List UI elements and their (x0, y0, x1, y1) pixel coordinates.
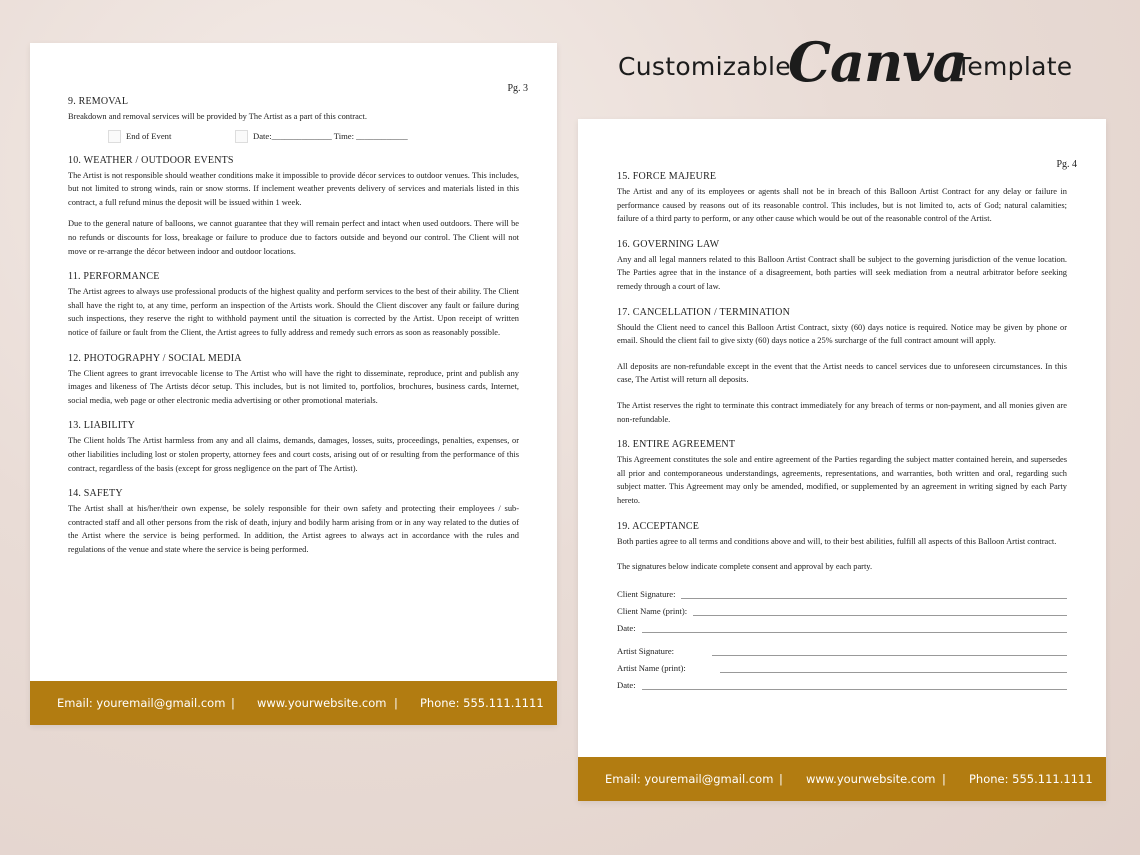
section-title: 16. GOVERNING LAW (617, 238, 720, 250)
footer-phone[interactable]: Phone: 555.111.1111 (969, 772, 1093, 786)
section-force-majeure (617, 170, 1067, 226)
contract-page-4 (578, 119, 1106, 801)
section-body: The Artist is not responsible should weather conditions make it impossible to provide décor services to outdoor venues. This includes, but not limited to strong winds, rain or snow storms. If inclement weather prevents delivery of services and materials listed in this contract, a full refund minus the deposit will be issued within 1 week. (68, 170, 519, 207)
end-of-event-checkbox[interactable] (108, 130, 121, 143)
section-removal (68, 95, 519, 146)
page-footer (30, 681, 557, 725)
section-title: 10. WEATHER / OUTDOOR EVENTS (68, 154, 234, 166)
client-signature-field[interactable] (617, 582, 1067, 599)
promo-title (618, 30, 1088, 106)
section-performance (68, 270, 519, 339)
section-body: This Agreement constitutes the sole and entire agreement of the Parties regarding the subject matter contained herein, and supersedes all prior and contemporaneous understandings, agreements, representations, and warranties, both written and oral, regarding such subject matter. This Agreement may only be amended, modified, or supplemented by an agreement in writing signed by each Party hereto. (617, 455, 1067, 505)
footer-phone[interactable]: Phone: 555.111.1111 (420, 696, 544, 710)
section-entire-agreement (617, 438, 1067, 507)
client-name-field[interactable] (617, 599, 1067, 616)
contract-page-3 (30, 43, 557, 725)
section-title: 11. PERFORMANCE (68, 271, 160, 283)
artist-name-field[interactable] (617, 656, 1067, 673)
field-label: Artist Signature: (617, 645, 675, 656)
section-body: The Artist agrees to always use professional products of the highest quality and perform services to the best of their ability. The Client shall have the right to, at any time, perform an inspection of the Artists work. Should the Client discover any fault or failure during such inspections, they reserve the right to withhold payment until the situation is corrected by the Artist. Upon receipt of written notice of failure or fault from the Client, the Artist agrees to fully address and remedy such errors as soon as reasonably possible. (68, 287, 519, 337)
section-title: 12. PHOTOGRAPHY / SOCIAL MEDIA (68, 352, 242, 364)
section-body: The signatures below indicate complete consent and approval by each party. (617, 562, 873, 572)
page-number: Pg. 3 (507, 83, 528, 94)
section-body: The Artist reserves the right to terminate this contract immediately for any breach of terms or non-payment, and all monies given are non-refundable. (617, 400, 1067, 424)
section-body: All deposits are non-refundable except in the event that the Artist needs to cancel services due to unforeseen circumstances. In this case, The Artist will return all deposits. (617, 361, 1067, 385)
field-label: Client Name (print): (617, 605, 688, 616)
title-right: Template (956, 52, 1073, 81)
section-body: Breakdown and removal services will be provided by The Artist as a part of this contract. (68, 112, 367, 121)
section-body: The Artist shall at his/her/their own expense, be solely responsible for their own safety and protecting their employees / sub-contracted staff and all other persons from the risk of death, injury and bodily harm arising from or in any way related to the duties of the Artist where the service is being performed. In addition, the Artist agrees to always act in accordance with the rules and regulations of the venue and state where the service is being performed. (68, 504, 519, 554)
footer-separator: | (942, 772, 946, 786)
footer-separator: | (394, 696, 398, 710)
footer-separator: | (231, 696, 235, 710)
section-governing-law (617, 238, 1067, 294)
footer-email[interactable]: Email: youremail@gmail.com (605, 772, 774, 786)
section-body: Should the Client need to cancel this Balloon Artist Contract, sixty (60) days notice is required. Notice may be given by phone or email. Should the client fail to give sixty (60) days notice a 25% surcharge of the full contract amount will apply. (617, 322, 1067, 346)
field-label: Date: (617, 679, 636, 690)
footer-website[interactable]: www.yourwebsite.com (806, 772, 936, 786)
footer-email[interactable]: Email: youremail@gmail.com (57, 696, 226, 710)
page-number: Pg. 4 (1056, 159, 1077, 170)
section-body: Due to the general nature of balloons, we cannot guarantee that they will remain perfect and intact when used outdoors. There will be no refunds or discounts for loss, breakage or failure to produce due to factors outside and beyond our control. The Client will not move or re-arrange the décor between indoor and outdoor locations. (68, 219, 519, 256)
section-body: Both parties agree to all terms and conditions above and will, to their best abilities, fulfill all aspects of this Balloon Artist contract. (617, 536, 1057, 546)
footer-website[interactable]: www.yourwebsite.com (257, 696, 387, 710)
section-body: Any and all legal manners related to this Balloon Artist Contract shall be subject to the governing jurisdiction of the venue location. The Parties agree that in the instance of a disagreement, both parties will seek mediation from a neutral arbitrator before seeking remedy through a court of law. (617, 254, 1067, 291)
signature-block (617, 582, 1067, 690)
date-time-field[interactable]: Date:______________ Time: ____________ (253, 130, 408, 141)
artist-date-field[interactable] (617, 673, 1067, 690)
date-checkbox[interactable] (235, 130, 248, 143)
page-footer (578, 757, 1106, 801)
section-body: The Client holds The Artist harmless from any and all claims, demands, damages, losses, suits, proceedings, penalties, expenses, or other liabilities including lost or stolen property, attorney fees and court costs, arising out of or resulting from the performance of this contract, regardless of the basis (except for gross negligence on the part of The Artist). (68, 436, 519, 473)
field-label: Date: (617, 622, 636, 633)
section-safety (68, 487, 519, 556)
section-title: 13. LIABILITY (68, 420, 136, 432)
removal-options (68, 130, 519, 146)
field-label: Artist Name (print): (617, 662, 686, 673)
checkbox-label: End of Event (126, 130, 172, 141)
field-label: Client Signature: (617, 588, 676, 599)
artist-signature-field[interactable] (617, 639, 1067, 656)
section-title: 9. REMOVAL (68, 96, 129, 107)
section-title: 17. CANCELLATION / TERMINATION (617, 306, 791, 318)
section-liability (68, 419, 519, 475)
section-body: The Artist and any of its employees or agents shall not be in breach of this Balloon Artist Contract for any delay or failure in performance caused by reasons out of its reasonable control. This includes, but is not limited to, acts of God; natural calamities; failure of a third party to perform, or any other cause which would be out of the reasonable control of the Artist. (617, 187, 1067, 224)
section-title: 15. FORCE MAJEURE (617, 171, 717, 182)
section-cancellation (617, 306, 1067, 427)
section-title: 14. SAFETY (68, 488, 123, 500)
section-acceptance (617, 520, 1067, 574)
section-title: 19. ACCEPTANCE (617, 520, 700, 532)
section-body: The Client agrees to grant irrevocable license to The Artist who will have the right to disseminate, reproduce, print and publish any images and likeness of The Artists décor setup. This includes, but is not limited to, portfolios, brochures, business cards, Internet, social media, web page or other electronic media advertising or other promotional materials. (68, 368, 519, 405)
section-weather (68, 154, 519, 259)
section-photography (68, 352, 519, 408)
canva-logo: Canva (788, 30, 967, 94)
client-date-field[interactable] (617, 616, 1067, 633)
section-title: 18. ENTIRE AGREEMENT (617, 439, 736, 451)
footer-separator: | (779, 772, 783, 786)
title-left: Customizable (618, 52, 791, 81)
